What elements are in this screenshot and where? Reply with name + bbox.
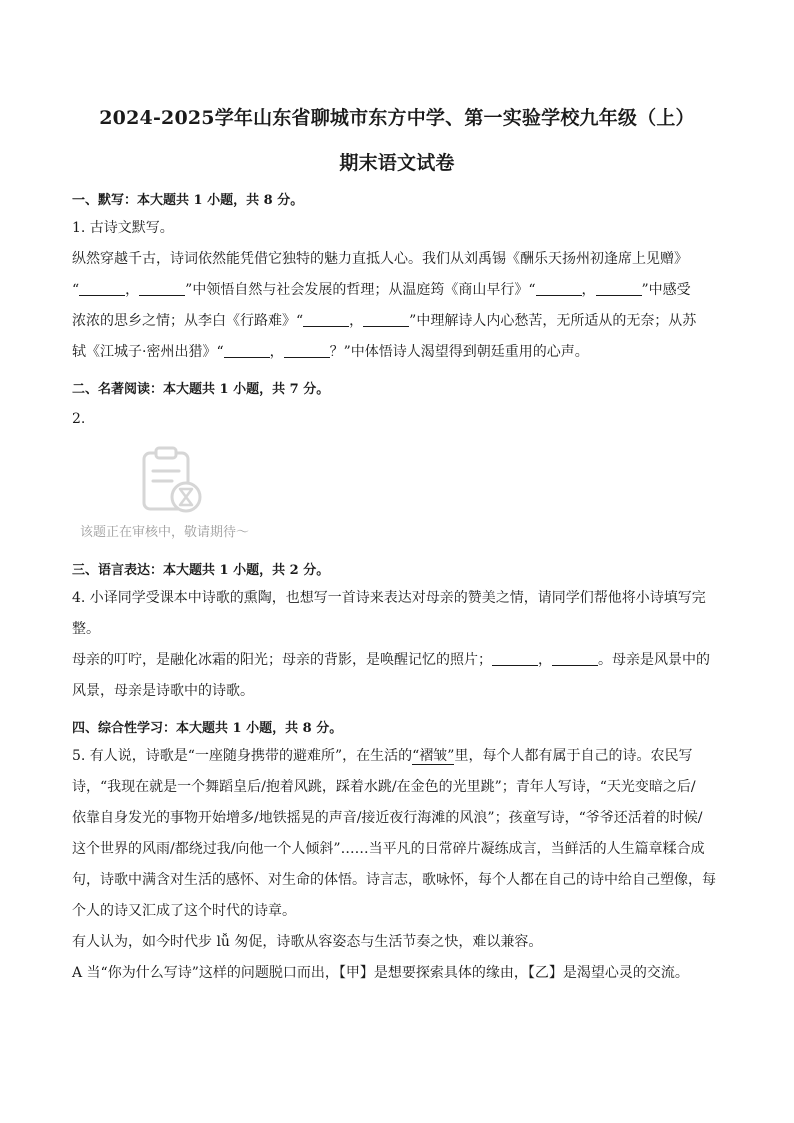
q1-text: ”中领悟自然与社会发展的哲理；从温庭筠《商山早行》“	[185, 282, 536, 298]
placeholder-text: 该题正在审核中，敬请期待～	[80, 525, 250, 540]
q1-text: ，	[581, 282, 596, 298]
q4-text: 母亲的叮咛，是融化冰霜的阳光；母亲的背影，是唤醒记忆的照片；	[72, 652, 492, 668]
q5-underlined-term: “褶皱”	[412, 748, 455, 764]
q1-text: ，	[269, 344, 284, 360]
q1-text: ，	[349, 313, 364, 329]
blank[interactable]	[139, 281, 185, 296]
page-title-line2: 期末语文试卷	[339, 152, 455, 174]
q5-text-line2: 诗，“我现在就是一个舞蹈皇后/抱着风跳，踩着水跳/在金色的光里跳”；青年人写诗，“天光变暗之后/	[72, 779, 696, 795]
blank[interactable]	[363, 312, 409, 327]
page-title-line1: 2024-2025学年山东省聊城市东方中学、第一实验学校九年级（上）	[99, 107, 695, 129]
q1-text: ”中理解诗人内心愁苦，无所适从的无奈；从苏	[409, 313, 697, 329]
q5-text: 5. 有人说，诗歌是“一座随身携带的避难所”，在生活的	[72, 748, 413, 764]
q1-text: ，	[125, 282, 140, 298]
q1-text-line1: 纵然穿越千古，诗词依然能凭借它独特的魅力直抵人心。我们从刘禹锡《酬乐天扬州初逢席上见赠》	[72, 251, 688, 267]
q1-text: 浓浓的思乡之情；从李白《行路难》“	[72, 313, 304, 329]
q1-text-line2	[72, 275, 722, 306]
q2-label: 2.	[72, 411, 86, 427]
q4-text: ，	[538, 652, 552, 668]
blank[interactable]	[79, 281, 125, 296]
blank[interactable]	[303, 312, 349, 327]
q1-text: ？”中体悟诗人渴望得到朝廷重用的心声。	[329, 344, 589, 360]
q4-text: 。母亲是风景中的	[598, 652, 710, 668]
q1-text: 轼《江城子·密州出猎》“	[72, 344, 224, 360]
q4-text-line1: 4. 小译同学受课本中诗歌的熏陶，也想写一首诗来表达对母亲的赞美之情，请同学们帮他将小诗填写完	[72, 590, 706, 606]
blank[interactable]	[552, 651, 598, 666]
q4-text-line4: 风景，母亲是诗歌中的诗歌。	[72, 683, 254, 699]
section4-heading: 四、综合性学习：本大题共 1 小题，共 8 分。	[72, 721, 343, 736]
q5-text-line4: 这个世界的风雨/都绕过我/向他一个人倾斜”……当平凡的日常碎片凝练成言，当鲜活的人生篇章糅合成	[72, 841, 705, 857]
q5-text: 里，每个人都有属于自己的诗。农民写	[454, 748, 693, 764]
blank[interactable]	[284, 343, 330, 358]
q1-text: “	[72, 282, 80, 298]
section3-heading: 三、语言表达：本大题共 1 小题，共 2 分。	[72, 563, 330, 578]
review-placeholder	[72, 435, 722, 553]
q4-text-line3	[72, 645, 722, 676]
q5-text-line6: 个人的诗又汇成了这个时代的诗章。	[72, 903, 296, 919]
q1-text: ”中感受	[641, 282, 691, 298]
q5-text-line5: 句，诗歌中满含对生活的感怀、对生命的体悟。诗言志，歌咏怀，每个人都在自己的诗中给自己塑像，每	[72, 872, 716, 888]
section2-heading: 二、名著阅读：本大题共 1 小题，共 7 分。	[72, 382, 330, 397]
q1-text-line3	[72, 306, 722, 337]
q5-text-line1	[72, 741, 722, 772]
blank[interactable]	[536, 281, 582, 296]
q5-text-line7: 有人认为，如今时代步 lǚ 匆促，诗歌从容姿态与生活节奏之快，难以兼容。	[72, 934, 543, 950]
blank[interactable]	[492, 651, 538, 666]
blank[interactable]	[224, 343, 270, 358]
q5-text-line3: 依靠自身发光的事物开始增多/地铁摇晃的声音/接近夜行海滩的风浪”；孩童写诗，“爷爷还活着的时候/	[72, 810, 703, 826]
q1-text-line4	[72, 337, 722, 368]
blank[interactable]	[596, 281, 642, 296]
q1-label: 1. 古诗文默写。	[72, 220, 174, 236]
section1-heading: 一、默写：本大题共 1 小题，共 8 分。	[72, 193, 304, 208]
q5-text-line8: A 当“你为什么写诗”这样的问题脱口而出，【甲】是想要探索具体的缘由，【乙】是渴望心灵的交流。	[72, 965, 689, 981]
clipboard-hourglass-icon	[140, 445, 206, 515]
q4-text-line2: 整。	[72, 621, 100, 637]
